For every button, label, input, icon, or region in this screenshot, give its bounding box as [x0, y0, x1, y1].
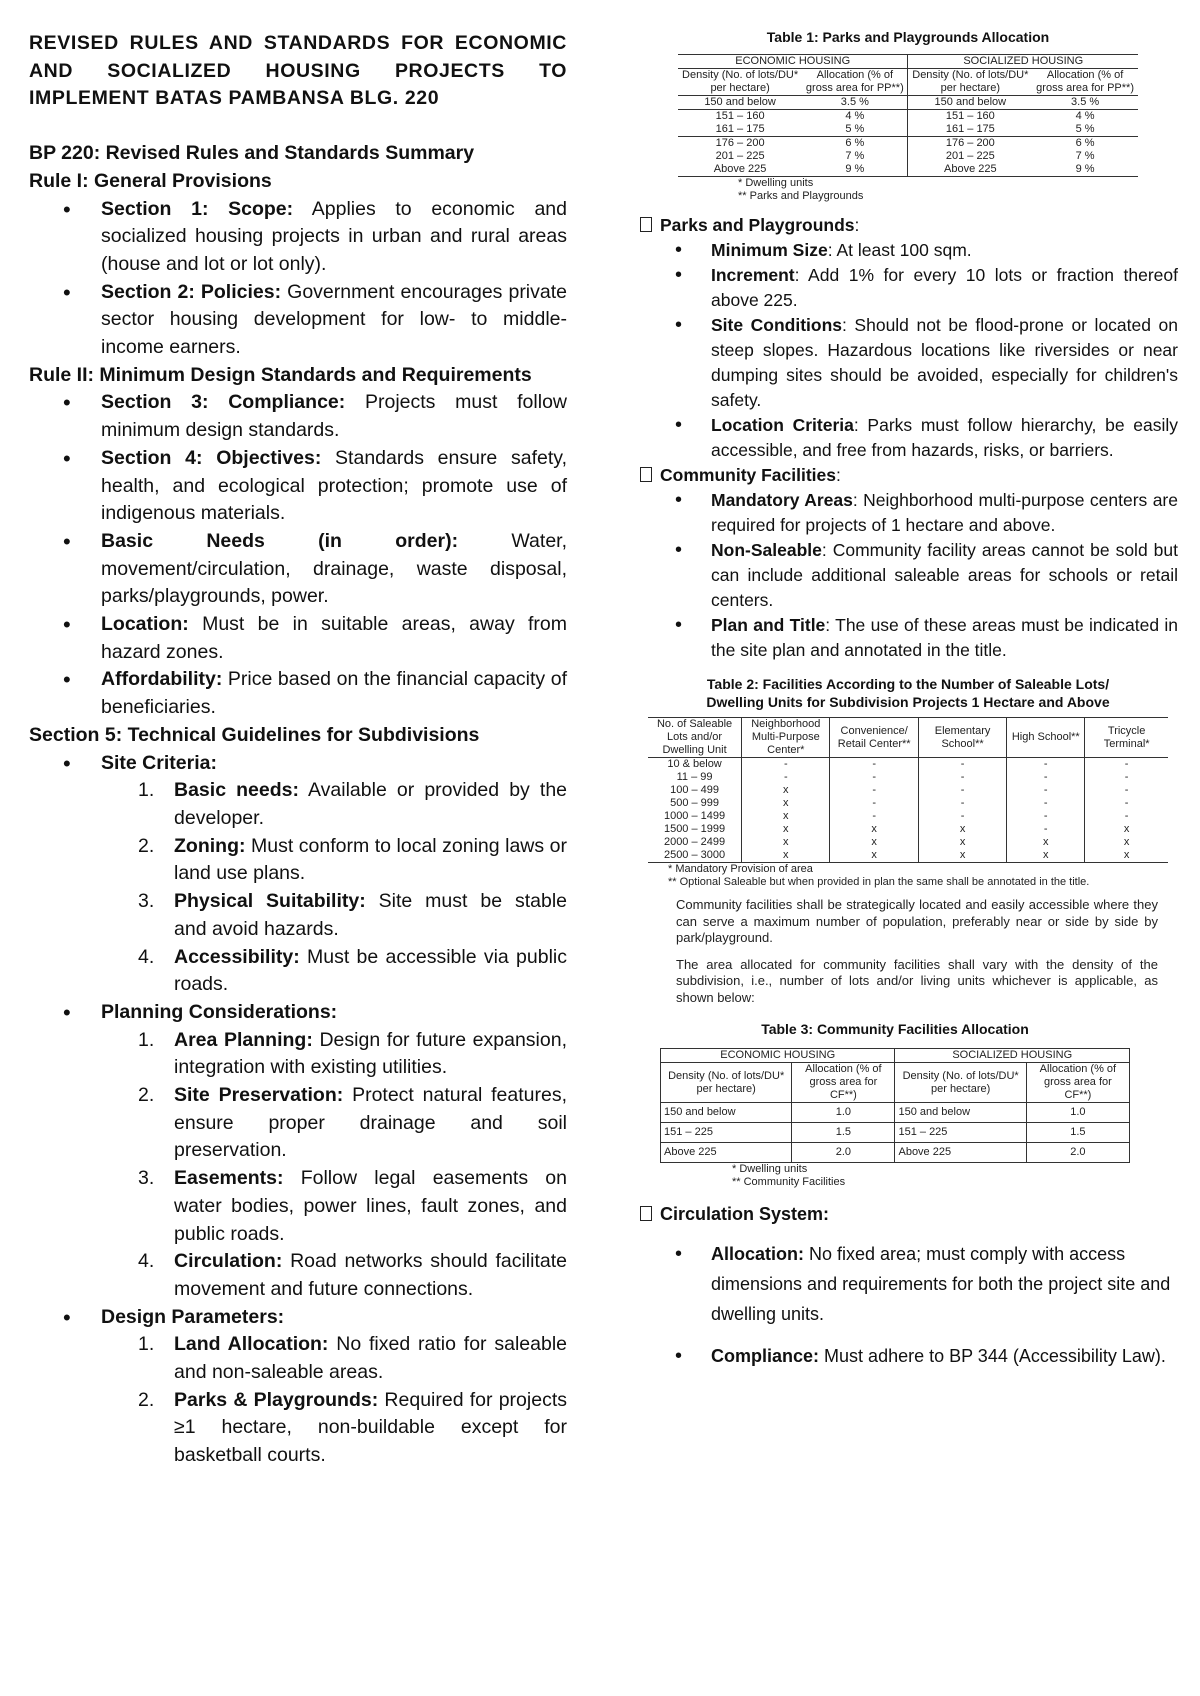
rule2-heading: Rule II: Minimum Design Standards and Requirements — [29, 363, 532, 386]
table3-caption: Table 3: Community Facilities Allocation — [761, 1021, 1029, 1037]
table-row — [648, 784, 1168, 797]
circulation-list — [638, 1239, 1178, 1371]
table-cell: x — [918, 823, 1006, 836]
table-cell: x — [830, 836, 918, 849]
table-cell: - — [1007, 771, 1085, 784]
table-cell: x — [1007, 836, 1085, 849]
table-row — [648, 797, 1168, 810]
list-item: 3. Physical Suitability: Site must be stable and avoid hazards. — [138, 890, 567, 940]
table-cell: 151 – 160 — [945, 110, 995, 122]
table-cell: - — [1007, 784, 1085, 797]
list-item: • Section 1: Scope: Applies to economic and socialized housing projects in urban and rural areas (house and lot or lot only). — [101, 196, 567, 279]
table-cell: 6 % — [802, 137, 908, 151]
table-cell: - — [830, 797, 918, 810]
table-cell: - — [1124, 758, 1129, 770]
table3-group-socialized: SOCIALIZED HOUSING — [952, 1049, 1073, 1061]
parks-heading: Parks and Playgrounds: — [638, 213, 1178, 238]
planning-group: • Planning Considerations: 1. Area Planning: Design for future expansion, integration with existing utilities. 2. Site Preservation: Protect natural features, ensure proper drainage and soil preservation. 3. Easements: Follow legal easements on water bodies, power lines, fault zones, and public roads. 4. Circulation: Road networks should facilitate movement and future connections. — [101, 999, 567, 1304]
table1-header-allocation: Allocation (% of gross area for PP**) — [1036, 69, 1134, 94]
table-row — [678, 163, 1138, 177]
rule1-list — [29, 196, 567, 362]
table1-header-allocation: Allocation (% of gross area for PP**) — [802, 69, 908, 96]
table-cell: 5 % — [1075, 123, 1095, 135]
table-cell: 4 % — [802, 110, 908, 124]
table-cell: 2500 – 3000 — [648, 849, 742, 863]
table2-header: High School** — [1007, 718, 1085, 758]
table-cell: 3.5 % — [1071, 96, 1100, 108]
list-item: 4. Accessibility: Must be accessible via public roads. — [138, 945, 567, 996]
table2-caption: Dwelling Units for Subdivision Projects 1 Hectare and Above — [706, 694, 1110, 710]
table-row — [648, 810, 1168, 823]
table-cell: 9 % — [1075, 163, 1095, 175]
list-item: • Affordability: Price based on the financial capacity of beneficiaries. — [101, 666, 567, 721]
circulation-heading: Circulation System: — [638, 1199, 1178, 1229]
list-item: • Location: Must be in suitable areas, away from hazard zones. — [101, 611, 567, 666]
table-cell: - — [1124, 797, 1129, 809]
table2-paragraph: Community facilities shall be strategically located and easily accessible where they can serve a maximum number of population, preferably near or side by side by park/playground. — [676, 897, 1158, 945]
list-item: 1. Area Planning: Design for future expansion, integration with existing utilities. — [138, 1028, 567, 1079]
checkbox-icon — [640, 467, 652, 482]
table2-block — [648, 675, 1168, 1006]
table-cell: - — [918, 810, 1006, 823]
table3 — [660, 1048, 1130, 1163]
list-item: • Increment: Add 1% for every 10 lots or fraction thereof above 225. — [711, 263, 1178, 313]
table-cell: x — [742, 797, 830, 810]
table-cell: 2.0 — [1070, 1146, 1086, 1158]
table-cell: 2000 – 2499 — [648, 836, 742, 849]
table-cell: x — [918, 836, 1006, 849]
table-row — [678, 150, 1138, 163]
left-column — [29, 30, 567, 1470]
table-row — [648, 771, 1168, 784]
table1-header-density: Density (No. of lots/DU* per hectare) — [912, 69, 1029, 94]
table-cell: - — [1007, 810, 1085, 823]
rule1-heading: Rule I: General Provisions — [29, 169, 272, 192]
table-cell: 150 and below — [895, 1103, 1026, 1123]
table2-note: ** Optional Saleable but when provided in plan the same shall be annotated in the title. — [668, 876, 1090, 888]
summary-title: BP 220: Revised Rules and Standards Summary — [29, 142, 475, 165]
section5-heading: Section 5: Technical Guidelines for Subdivisions — [29, 723, 480, 746]
list-item: 1. Land Allocation: No fixed ratio for saleable and non-saleable areas. — [138, 1333, 567, 1384]
table-row — [661, 1143, 1130, 1163]
table-cell: Above 225 — [895, 1143, 1026, 1163]
table-row — [648, 836, 1168, 849]
table-cell: Above 225 — [713, 163, 767, 175]
list-item: • Mandatory Areas: Neighborhood multi-purpose centers are required for projects of 1 hectare and above. — [711, 488, 1178, 538]
table2-caption: Table 2: Facilities According to the Number of Saleable Lots/ — [706, 676, 1110, 692]
list-item: • Basic Needs (in order): Water, movement/circulation, drainage, waste disposal, parks/playgrounds, power. — [101, 528, 567, 611]
table-cell: 2.0 — [792, 1143, 895, 1163]
list-item: • Section 4: Objectives: Standards ensure safety, health, and ecological protection; promote use of indigenous materials. — [101, 445, 567, 528]
design-group: • Design Parameters: 1. Land Allocation: No fixed ratio for saleable and non-saleable areas. 2. Parks & Playgrounds: Required for projects ≥1 hectare, non-buildable except for basketball courts. — [101, 1304, 567, 1470]
table1-group-economic: ECONOMIC HOUSING — [678, 55, 908, 69]
table-row — [661, 1123, 1130, 1143]
list-item: • Minimum Size: At least 100 sqm. — [711, 238, 1178, 263]
table-row — [678, 137, 1138, 151]
section5-list — [29, 750, 567, 1470]
table-row — [661, 1103, 1130, 1123]
design-list — [29, 1331, 567, 1470]
table1-group-socialized: SOCIALIZED HOUSING — [963, 55, 1084, 67]
document-title: REVISED RULES AND STANDARDS FOR ECONOMIC AND SOCIALIZED HOUSING PROJECTS TO IMPLEMENT BATAS PAMBANSA BLG. 220 — [29, 32, 567, 110]
checkbox-icon — [640, 1206, 652, 1221]
table-cell: x — [1123, 836, 1130, 848]
table2-header: Neighborhood Multi-Purpose Center* — [742, 718, 830, 758]
table-cell: 151 – 160 — [715, 110, 765, 122]
list-item: 2. Parks & Playgrounds: Required for projects ≥1 hectare, non-buildable except for basketball courts. — [138, 1388, 567, 1467]
list-item: • Section 3: Compliance: Projects must follow minimum design standards. — [101, 389, 567, 444]
table-cell: - — [918, 771, 1006, 784]
table-cell: - — [830, 758, 918, 772]
table-cell: 4 % — [1075, 110, 1095, 122]
parks-list — [638, 238, 1178, 463]
table-cell: - — [1007, 823, 1085, 836]
table-cell: - — [918, 784, 1006, 797]
table-cell: x — [1123, 849, 1130, 861]
table-cell: - — [1124, 810, 1129, 822]
table1-block — [678, 28, 1138, 203]
table-cell: 1000 – 1499 — [648, 810, 742, 823]
community-heading: Community Facilities: — [638, 463, 1178, 488]
table-row — [678, 110, 1138, 124]
table3-note: ** Community Facilities — [732, 1176, 846, 1188]
checkbox-icon — [640, 217, 652, 232]
table-cell: 150 and below — [934, 96, 1007, 108]
site-criteria-list — [29, 777, 567, 999]
table-cell: Above 225 — [944, 163, 997, 175]
table-cell: x — [742, 810, 830, 823]
list-item: 3. Easements: Follow legal easements on water bodies, power lines, fault zones, and public roads. — [138, 1167, 567, 1245]
table-cell: 3.5 % — [802, 96, 908, 110]
table2-note: * Mandatory Provision of area — [668, 863, 813, 875]
list-item: 2. Zoning: Must conform to local zoning laws or land use plans. — [138, 834, 567, 885]
table-cell: 176 – 200 — [945, 137, 995, 149]
list-item: 4. Circulation: Road networks should facilitate movement and future connections. — [138, 1250, 567, 1300]
table-cell: 201 – 225 — [715, 150, 765, 162]
table3-header-density: Density (No. of lots/DU* per hectare) — [661, 1063, 792, 1103]
table1-note: * Dwelling units — [738, 177, 814, 189]
community-list — [638, 488, 1178, 663]
planning-list — [29, 1027, 567, 1304]
list-item: • Compliance: Must adhere to BP 344 (Accessibility Law). — [711, 1341, 1178, 1371]
table3-header-allocation: Allocation (% of gross area for CF**) — [1039, 1063, 1117, 1101]
table-cell: - — [830, 810, 918, 823]
table-cell: 176 – 200 — [715, 137, 765, 149]
table-cell: - — [742, 771, 830, 784]
list-item: 1. Basic needs: Available or provided by the developer. — [138, 779, 568, 829]
table-cell: 9 % — [802, 163, 908, 177]
table-cell: - — [1007, 758, 1085, 772]
table-cell: x — [742, 784, 830, 797]
table-cell: - — [830, 771, 918, 784]
table-cell: 151 – 225 — [895, 1123, 1026, 1143]
list-item: • Plan and Title: The use of these areas must be indicated in the site plan and annotated in the title. — [711, 613, 1178, 663]
table-cell: 7 % — [1075, 150, 1095, 162]
list-item: • Site Conditions: Should not be flood-prone or located on steep slopes. Hazardous locations like riversides or near dumping sites should be avoided, especially for children's safety. — [711, 313, 1178, 413]
table-cell: 1.5 — [792, 1123, 895, 1143]
table-cell: 201 – 225 — [945, 150, 995, 162]
site-criteria-group: • Site Criteria: 1. Basic needs: Available or provided by the developer. 2. Zoning: Must conform to local zoning laws or land use plans. 3. Physical Suitability: Site must be stable and avoid hazards. 4. Accessibility: Must be accessible via public roads. — [101, 750, 567, 999]
table-row — [648, 758, 1168, 772]
table-row — [678, 96, 1138, 110]
table-cell: 6 % — [1075, 137, 1095, 149]
table3-block — [660, 1020, 1130, 1189]
table3-header-allocation: Allocation (% of gross area for CF**) — [792, 1063, 895, 1103]
table-cell: 500 – 999 — [648, 797, 742, 810]
table-cell: 161 – 175 — [715, 123, 765, 135]
table-cell: Above 225 — [661, 1143, 792, 1163]
table-cell: x — [918, 849, 1006, 863]
rule2-list — [29, 389, 567, 721]
table-cell: x — [742, 823, 830, 836]
table-row — [678, 123, 1138, 137]
table2-header: No. of Saleable Lots and/or Dwelling Unit — [648, 718, 742, 758]
table-cell: 1500 – 1999 — [648, 823, 742, 836]
table-cell: x — [1123, 823, 1130, 835]
table-cell: 151 – 225 — [661, 1123, 792, 1143]
table-cell: 5 % — [802, 123, 908, 137]
table-cell: 150 and below — [704, 96, 776, 108]
table-cell: x — [830, 823, 918, 836]
table-cell: x — [830, 849, 918, 863]
table-cell: 11 – 99 — [648, 771, 742, 784]
table-cell: 1.0 — [792, 1103, 895, 1123]
table-cell: - — [830, 784, 918, 797]
table-cell: - — [1124, 771, 1129, 783]
table1-note: ** Parks and Playgrounds — [738, 190, 864, 202]
table-cell: - — [742, 758, 830, 772]
table-cell: 1.0 — [1070, 1106, 1086, 1118]
table-cell: - — [1124, 784, 1129, 796]
table-cell: - — [918, 797, 1006, 810]
table1-header-density: Density (No. of lots/DU* per hectare) — [682, 69, 799, 94]
table-cell: 150 and below — [661, 1103, 792, 1123]
table-cell: x — [1007, 849, 1085, 863]
table-cell: 10 & below — [648, 758, 742, 772]
table-cell: - — [1007, 797, 1085, 810]
table-row — [648, 823, 1168, 836]
table-cell: 7 % — [802, 150, 908, 163]
list-item: 2. Site Preservation: Protect natural features, ensure proper drainage and soil preservation. — [138, 1084, 567, 1162]
table3-note: * Dwelling units — [732, 1163, 808, 1175]
table2-paragraph: The area allocated for community facilities shall vary with the density of the subdivision, i.e., number of lots and/or living units whichever is applicable, as shown below: — [676, 956, 1158, 1005]
table2-header: Elementary School** — [918, 718, 1006, 758]
list-item: • Location Criteria: Parks must follow hierarchy, be easily accessible, and free from hazards, risks, or barriers. — [711, 413, 1178, 463]
list-item: • Allocation: No fixed area; must comply with access dimensions and requirements for both the project site and dwelling units. — [711, 1239, 1178, 1329]
table3-header-density: Density (No. of lots/DU* per hectare) — [895, 1063, 1026, 1103]
table2-header: Convenience/ Retail Center** — [830, 718, 918, 758]
table-cell: - — [918, 758, 1006, 772]
list-item: • Section 2: Policies: Government encourages private sector housing development for low- to middle-income earners. — [101, 279, 567, 362]
right-column — [638, 28, 1178, 1371]
table-row — [648, 849, 1168, 863]
table-cell: x — [742, 849, 830, 863]
list-item: • Non-Saleable: Community facility areas cannot be sold but can include additional saleable areas for schools or retail centers. — [711, 538, 1178, 613]
table-cell: 1.5 — [1070, 1126, 1086, 1138]
table3-group-economic: ECONOMIC HOUSING — [661, 1049, 895, 1063]
table1 — [678, 54, 1138, 177]
table1-caption: Table 1: Parks and Playgrounds Allocation — [766, 29, 1050, 45]
table-cell: 100 – 499 — [648, 784, 742, 797]
table2 — [648, 717, 1168, 863]
table2-header: Tricycle Terminal* — [1103, 724, 1150, 750]
table-cell: 161 – 175 — [945, 123, 995, 135]
table-cell: x — [742, 836, 830, 849]
